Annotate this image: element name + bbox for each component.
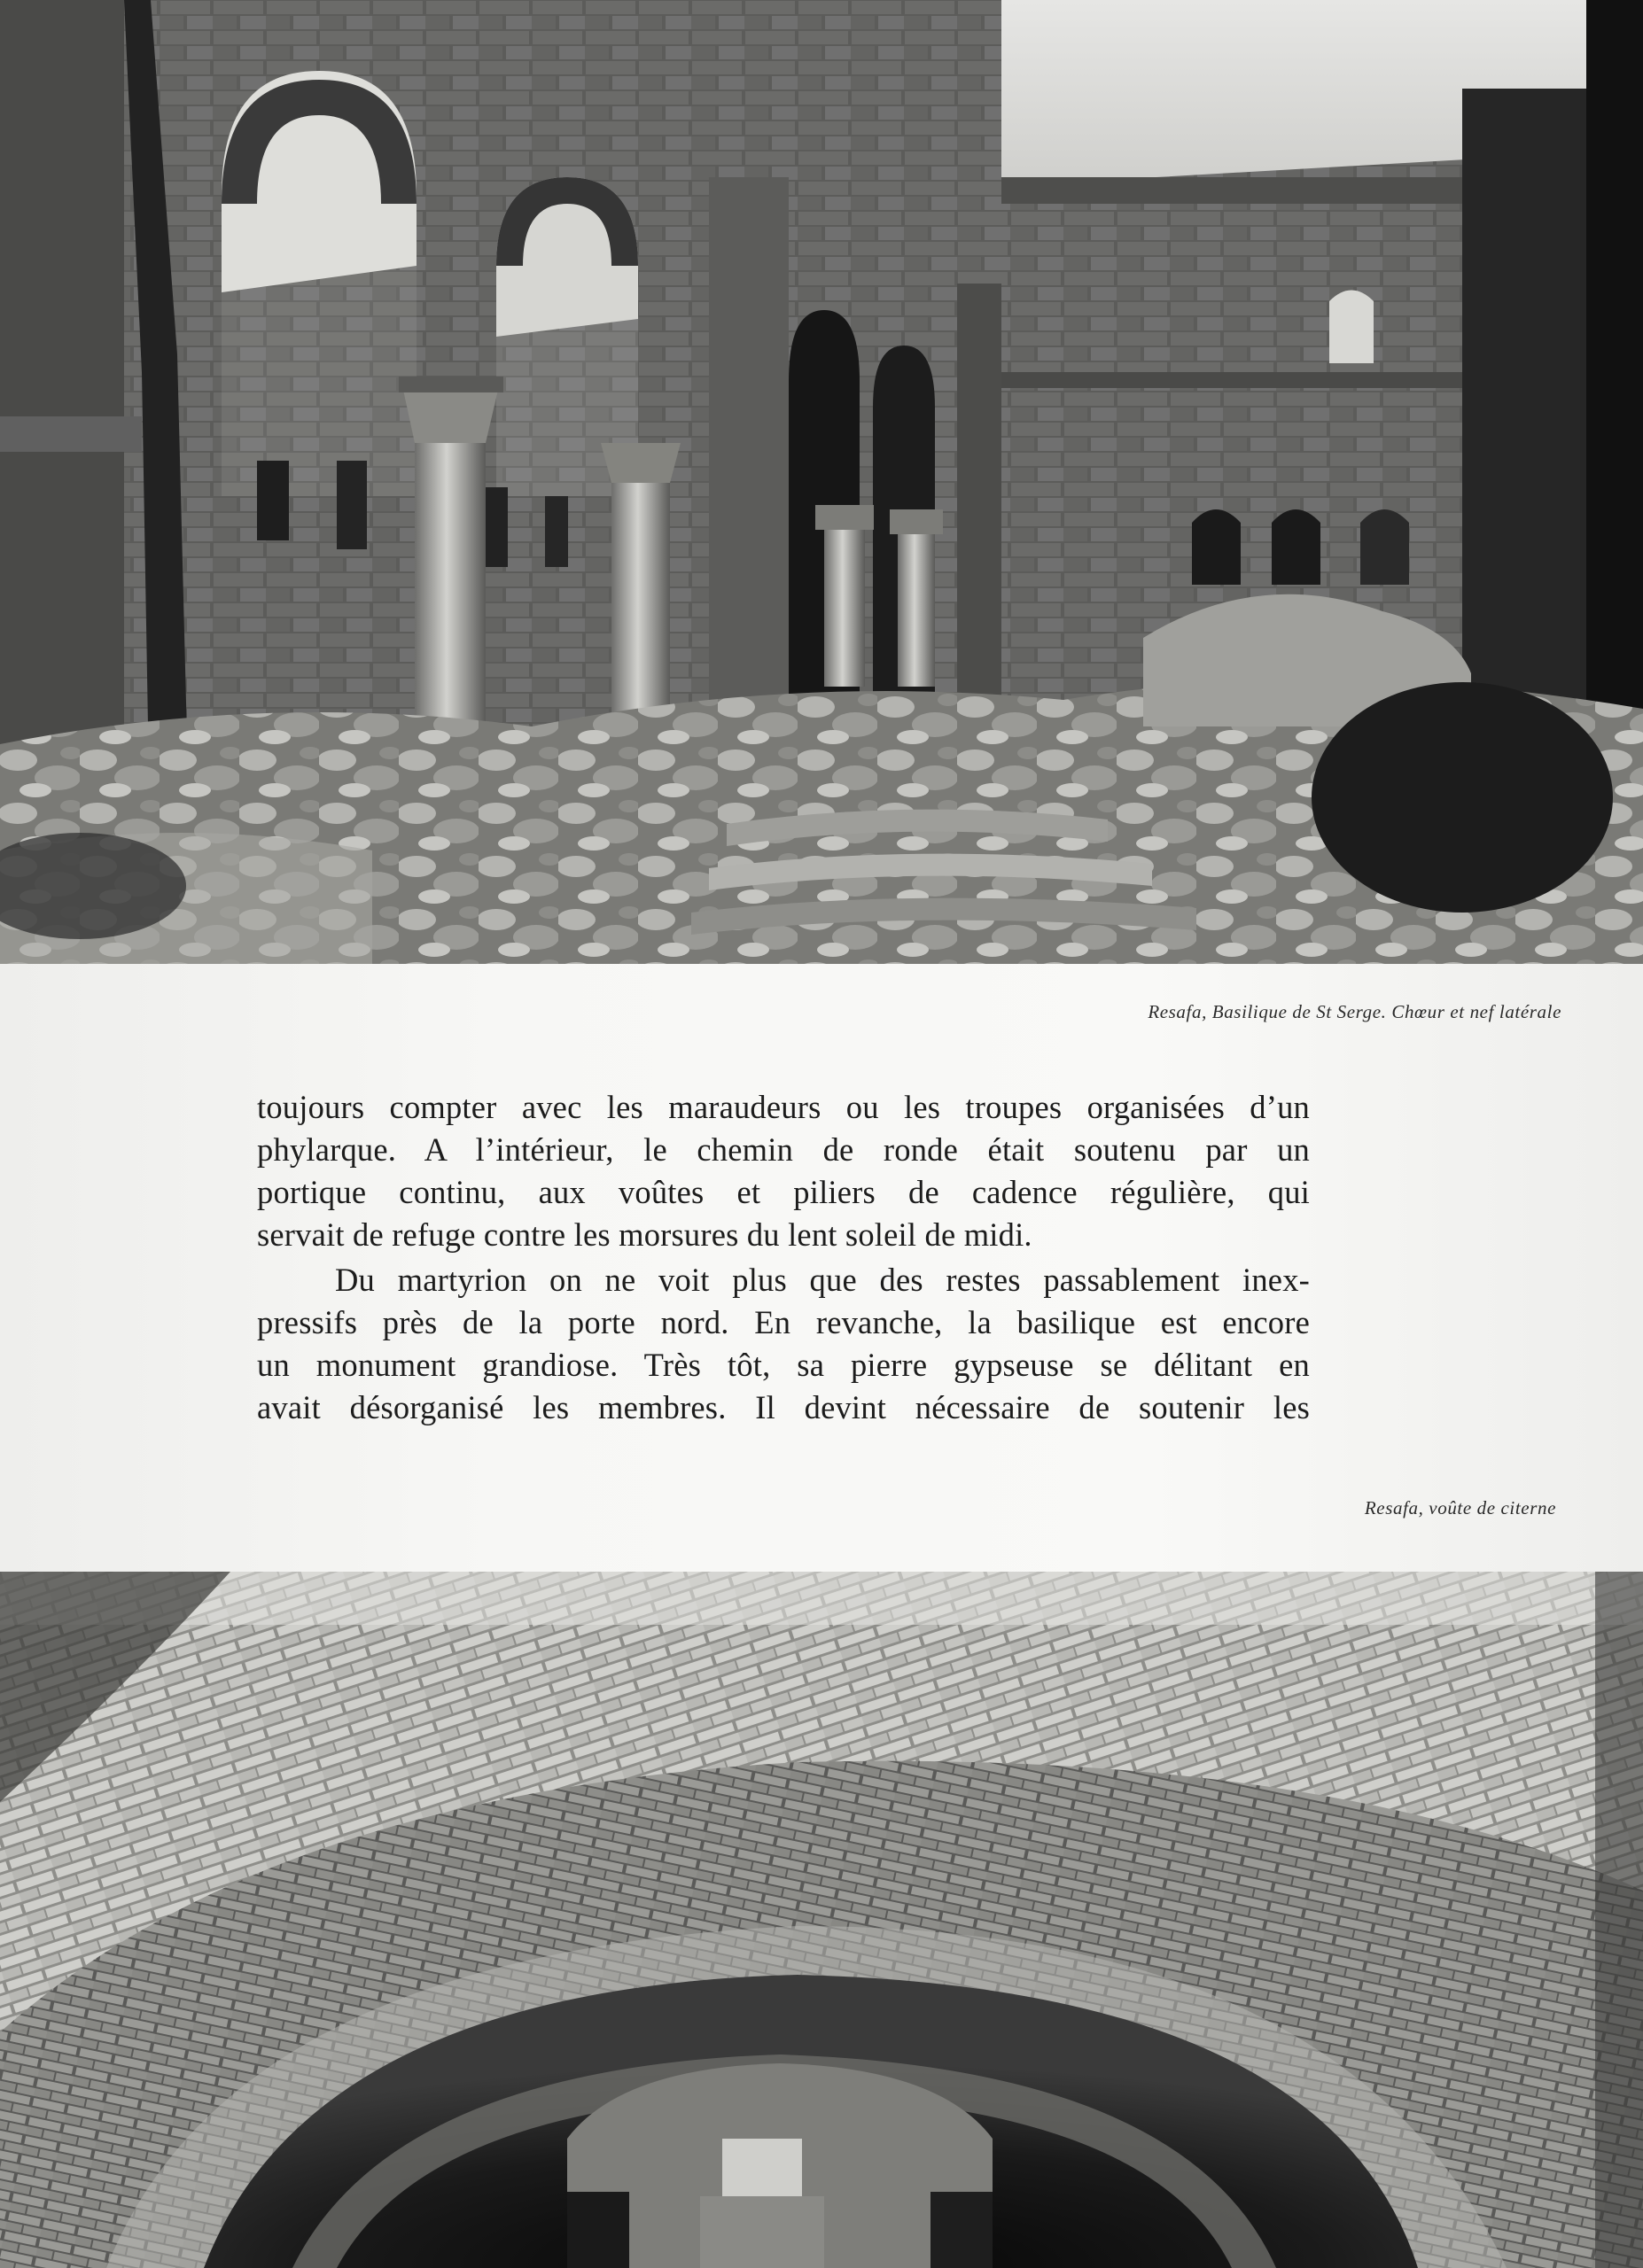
- photo-caption-cistern: Resafa, voûte de citerne: [1364, 1497, 1556, 1518]
- text-line: portique continu, aux voûtes et piliers de cadence régulière, qui: [257, 1174, 1310, 1210]
- text-line: avait désorganisé les membres. Il devint nécessaire de soutenir les: [257, 1389, 1310, 1425]
- text-line: phylarque. A l’intérieur, le chemin de ronde était soutenu par un: [257, 1131, 1310, 1168]
- photo-caption-basilica: Resafa, Basilique de St Serge. Chœur et nef latérale: [1148, 1001, 1561, 1022]
- basilica-ruins-photo: [0, 0, 1643, 964]
- text-band: [0, 964, 1643, 1572]
- text-line: servait de refuge contre les morsures du lent soleil de midi.: [257, 1216, 1032, 1253]
- cistern-vault-illustration: [0, 1572, 1643, 2268]
- text-line: pressifs près de la porte nord. En revanche, la basilique est encore: [257, 1304, 1310, 1340]
- cistern-vault-photo: [0, 1572, 1643, 2268]
- basilica-ruins-illustration: [0, 0, 1643, 964]
- text-line: Du martyrion on ne voit plus que des restes passablement inex-: [335, 1262, 1310, 1298]
- text-line: toujours compter avec les maraudeurs ou les troupes organisées d’un: [257, 1089, 1310, 1125]
- body-text: [257, 1086, 1310, 1429]
- text-line: un monument grandiose. Très tôt, sa pierre gypseuse se délitant en: [257, 1347, 1310, 1383]
